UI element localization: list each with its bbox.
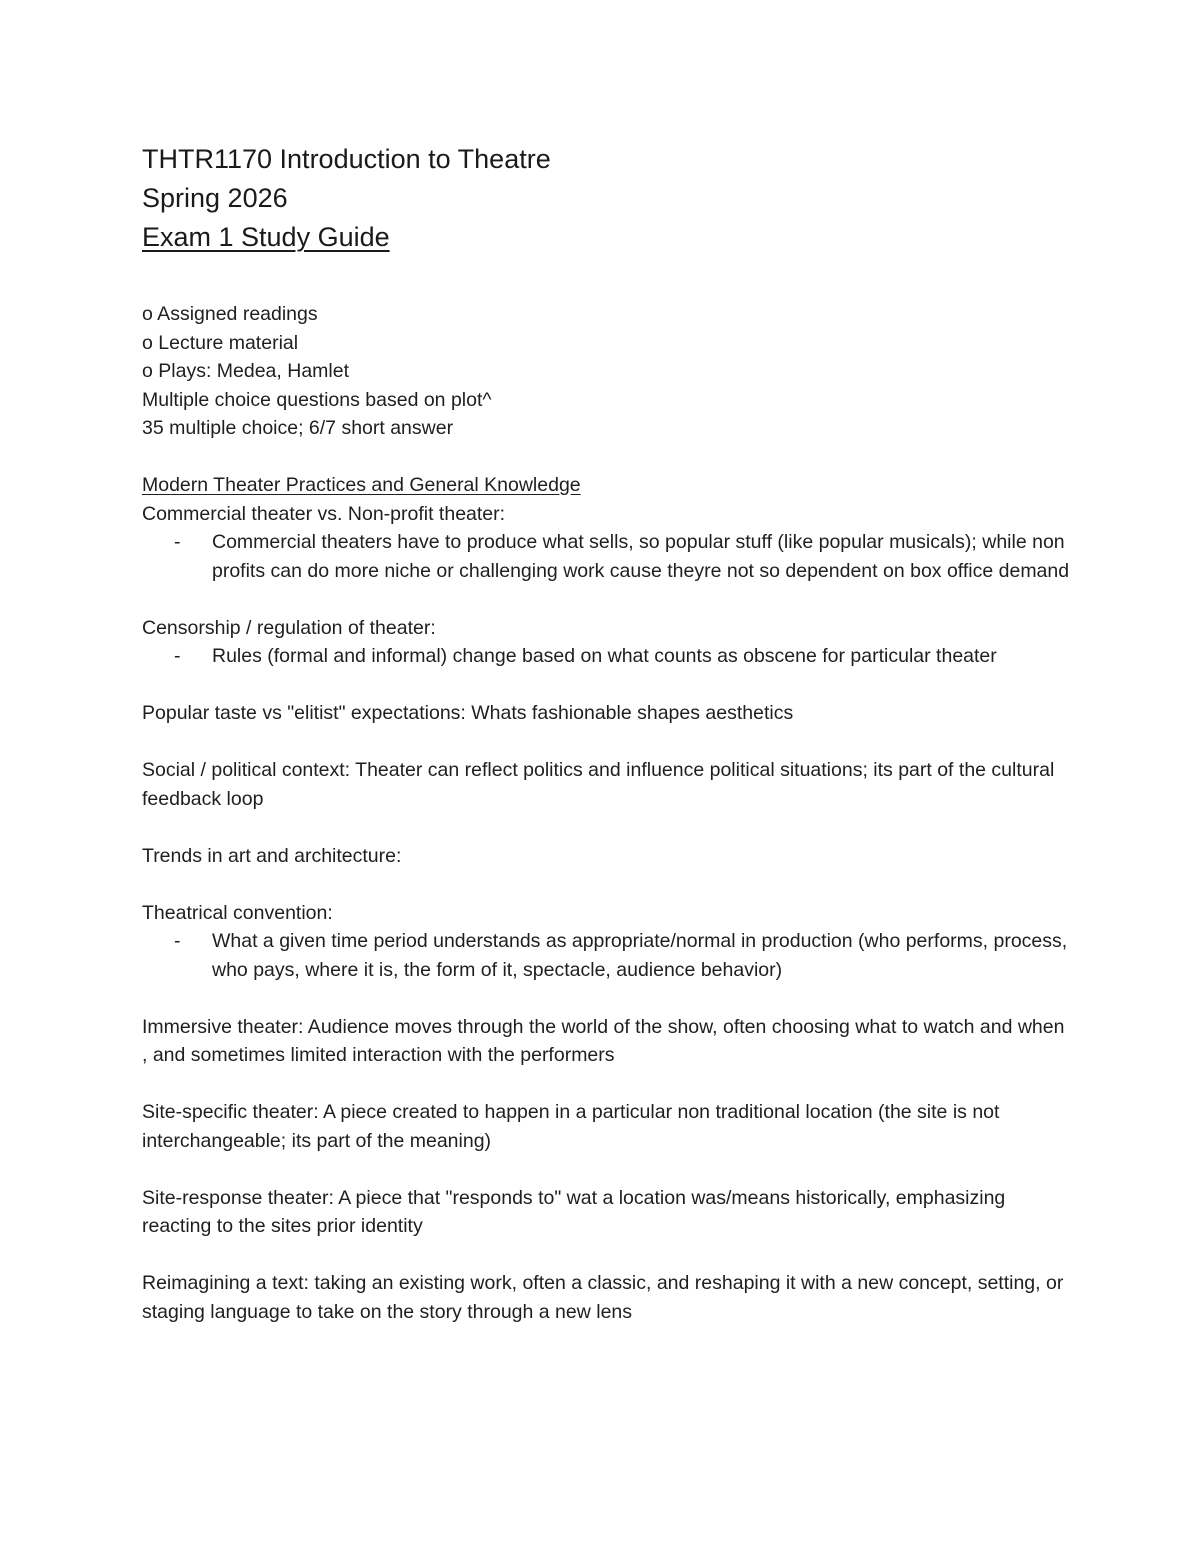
site-specific-paragraph: Site-specific theater: A piece created to happen in a particular non traditional location (the site is not interchangeable; its part of the meaning) — [142, 1101, 1000, 1152]
convention-bullet-text: What a given time period understands as appropriate/normal in production (who performs, process, who pays, where it is, the form of it, spectacle, audience behavior) — [212, 930, 1068, 981]
course-title: THTR1170 Introduction to Theatre — [142, 144, 551, 174]
censorship-bullet-text: Rules (formal and informal) change based on what counts as obscene for particular theater — [212, 645, 997, 667]
section-heading: Modern Theater Practices and General Knowledge — [142, 474, 581, 496]
site-response-paragraph: Site-response theater: A piece that "responds to" wat a location was/means historically, emphasizing reacting to the sites prior identity — [142, 1186, 1006, 1237]
bullet-dash: - — [174, 930, 181, 952]
censorship-label: Censorship / regulation of theater: — [142, 616, 436, 639]
commercial-bullet — [142, 528, 1072, 585]
convention-bullet — [142, 927, 1072, 984]
overview-item-mc-note: Multiple choice questions based on plot^ — [142, 388, 492, 411]
reimagining-paragraph: Reimagining a text: taking an existing work, often a classic, and reshaping it with a new concept, setting, or staging language to take on the story through a new lens — [142, 1272, 1064, 1323]
term-label: Spring 2026 — [142, 183, 288, 213]
censorship-bullet — [142, 642, 1072, 671]
study-guide-title: Exam 1 Study Guide — [142, 222, 390, 252]
convention-label: Theatrical convention: — [142, 901, 333, 924]
document-page — [142, 140, 1072, 1326]
overview-item-lecture: o Lecture material — [142, 331, 299, 354]
bullet-dash: - — [174, 531, 181, 553]
trends-paragraph: Trends in art and architecture: — [142, 844, 402, 867]
bullet-dash: - — [174, 645, 181, 667]
overview-item-readings: o Assigned readings — [142, 303, 318, 325]
overview-item-plays: o Plays: Medea, Hamlet — [142, 360, 350, 382]
commercial-label: Commercial theater vs. Non-profit theater: — [142, 502, 506, 525]
social-political-paragraph: Social / political context: Theater can reflect politics and influence political situations; its part of the cultural feedback loop — [142, 759, 1055, 810]
immersive-paragraph: Immersive theater: Audience moves through the world of the show, often choosing what to watch and when , and sometimes limited interaction with the performers — [142, 1015, 1065, 1066]
overview-item-format: 35 multiple choice; 6/7 short answer — [142, 417, 454, 439]
overview-list — [142, 300, 1072, 443]
commercial-bullet-text: Commercial theaters have to produce what sells, so popular stuff (like popular musicals); while non profits can do more niche or challenging work cause theyre not so dependent on box office demand — [212, 531, 1070, 582]
popular-taste-paragraph: Popular taste vs "elitist" expectations: Whats fashionable shapes aesthetics — [142, 702, 794, 724]
modern-practices-section — [142, 471, 1072, 1326]
